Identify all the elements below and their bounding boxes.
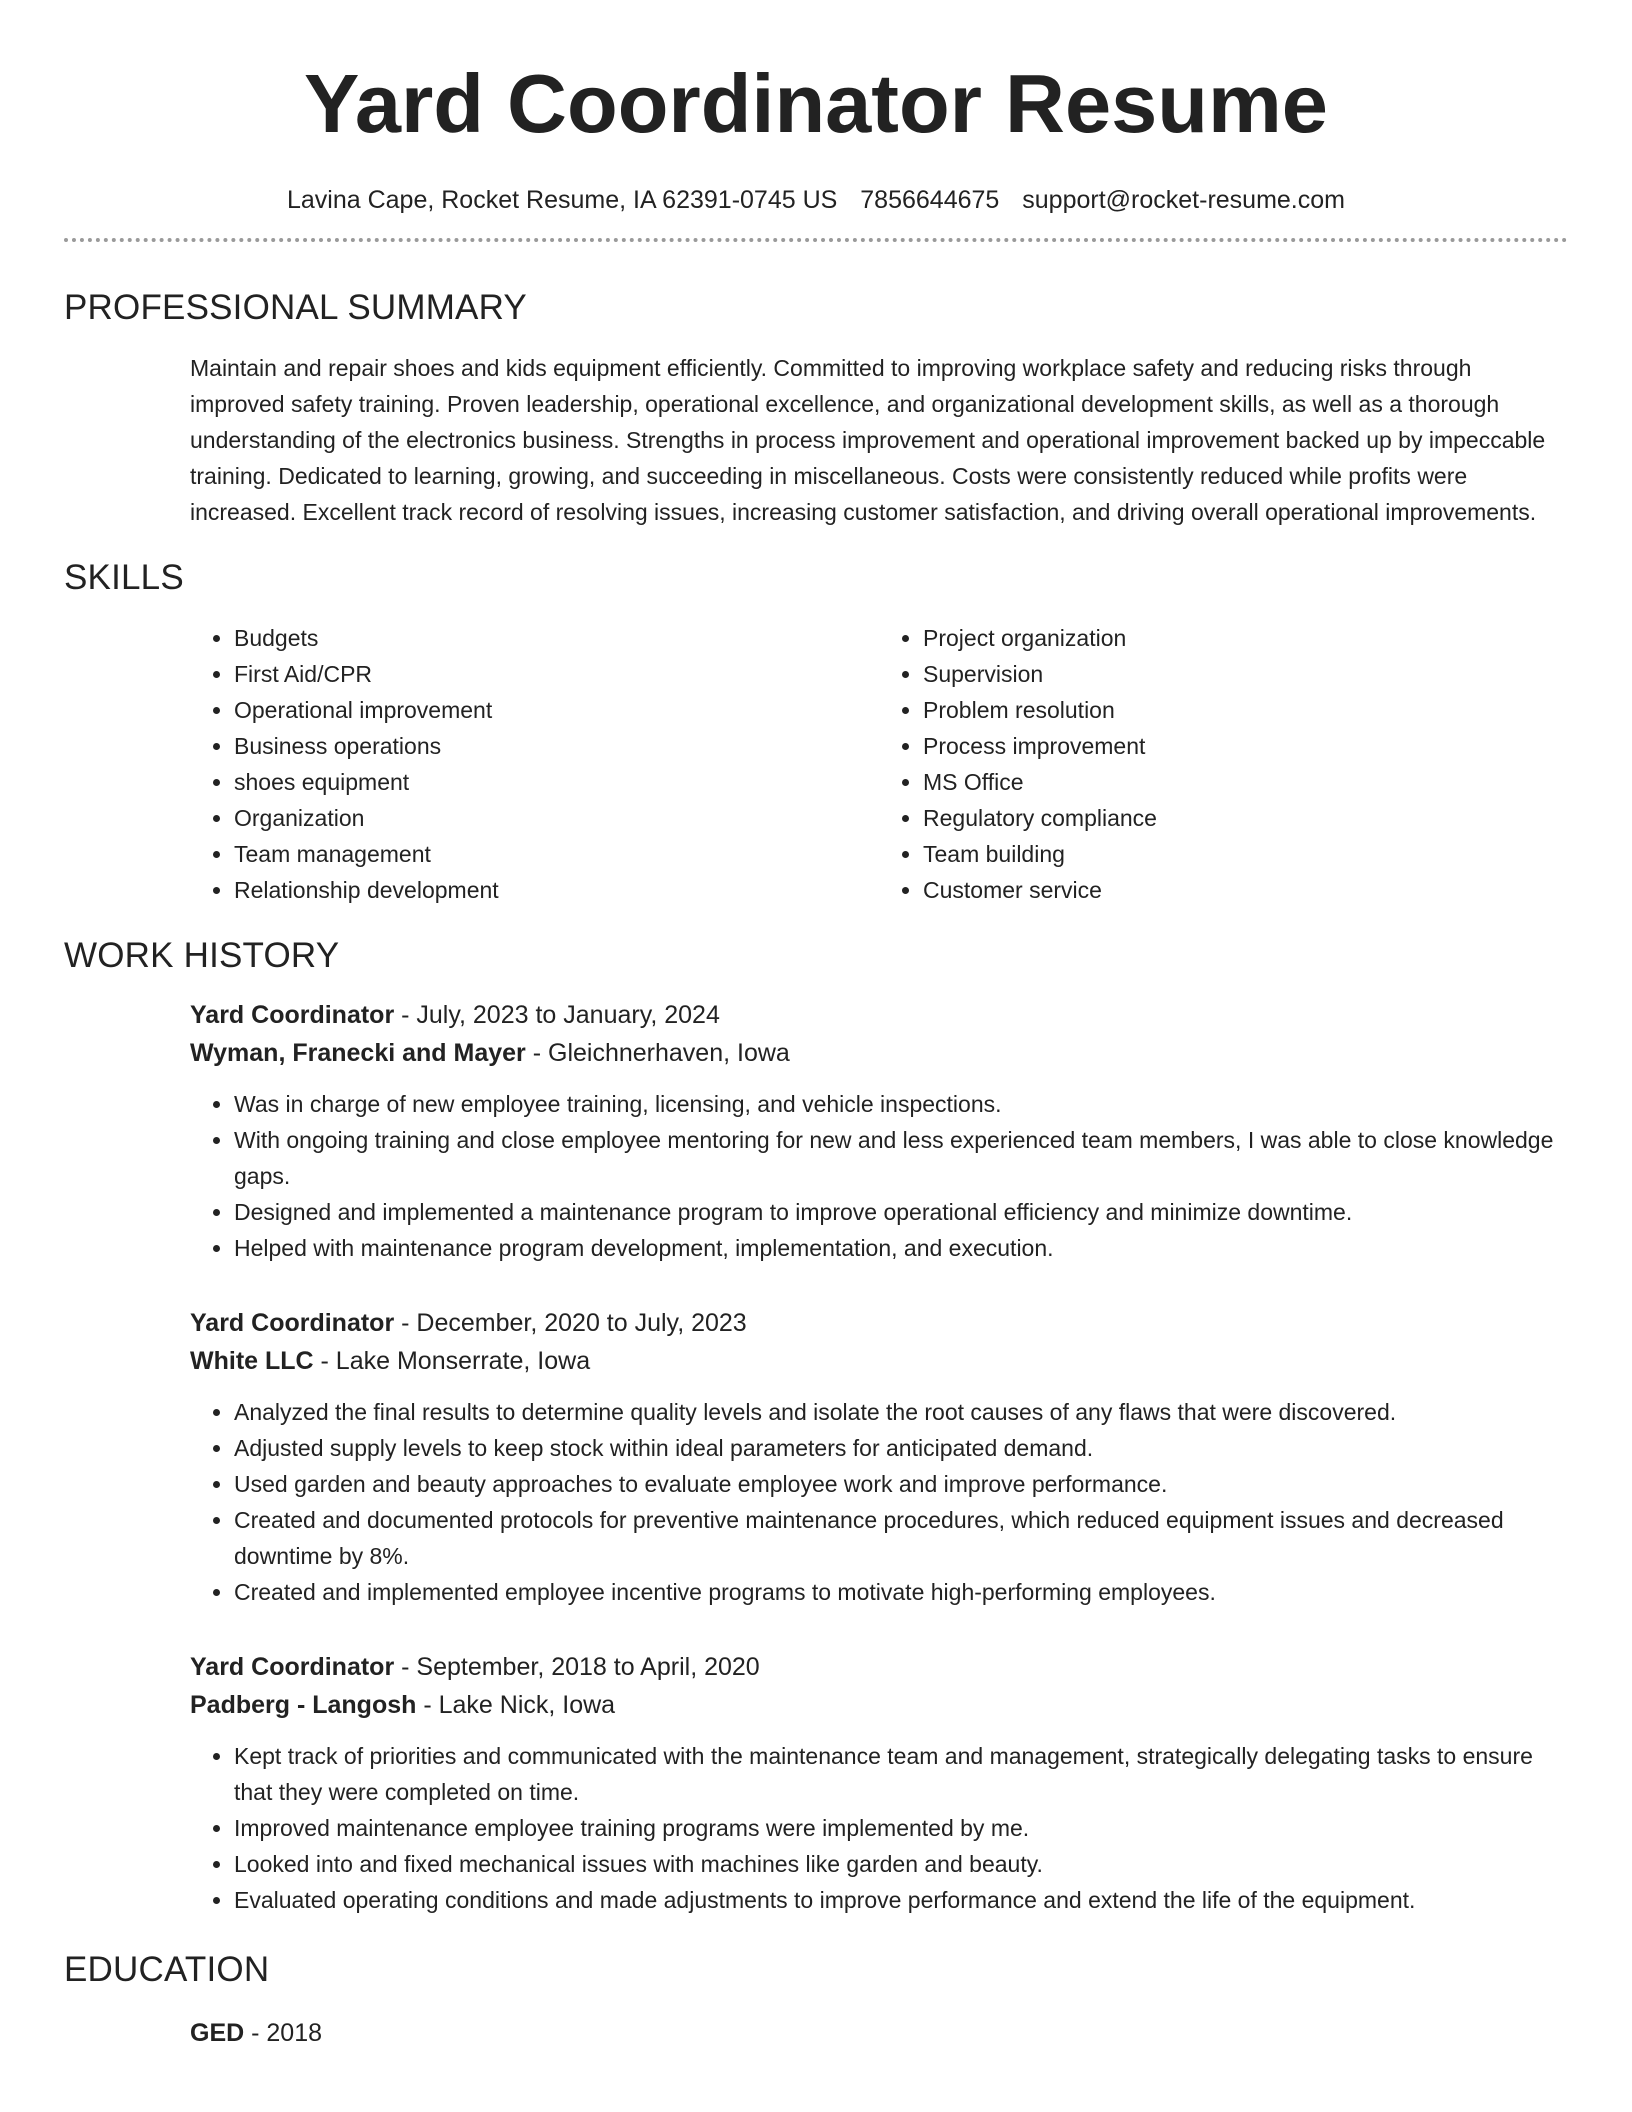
skill-item: • Customer service bbox=[923, 872, 1568, 908]
skills-column-left bbox=[190, 620, 879, 908]
job-bullets bbox=[190, 1086, 1568, 1266]
resume-title: Yard Coordinator Resume bbox=[304, 57, 1328, 150]
skill-item: • First Aid/CPR bbox=[234, 656, 879, 692]
skills-heading: SKILLS bbox=[64, 558, 184, 597]
contact-address: Lavina Cape, Rocket Resume, IA 62391-0745 US bbox=[286, 186, 838, 214]
job-bullet: • Evaluated operating conditions and made adjustments to improve performance and extend the life of the equipment. bbox=[234, 1882, 1568, 1918]
job-title-line bbox=[190, 996, 1568, 1034]
job-bullet: • Looked into and fixed mechanical issues with machines like garden and beauty. bbox=[234, 1846, 1568, 1882]
header-divider bbox=[64, 238, 1568, 242]
skill-item: • Operational improvement bbox=[234, 692, 879, 728]
job-company-line bbox=[190, 1034, 1568, 1072]
education-heading: EDUCATION bbox=[64, 1950, 270, 1989]
resume-page bbox=[64, 0, 1568, 2052]
summary-text: Maintain and repair shoes and kids equipment efficiently. Committed to improving workplace safety and reducing risks through improved safety training. Proven leadership, operational excellence, and organizational development skills, as well as a thorough understanding of the electronics business. Strengths in process improvement and operational improvement backed up by impeccable training. Dedicated to learning, growing, and succeeding in miscellaneous. Costs were consistently reduced while profits were increased. Excellent track record of resolving issues, increasing customer satisfaction, and driving overall operational improvements. bbox=[190, 355, 1546, 525]
job-dates: - December, 2020 to July, 2023 bbox=[394, 1309, 747, 1337]
job-company: White LLC bbox=[190, 1347, 314, 1375]
skill-item: • Relationship development bbox=[234, 872, 879, 908]
skill-item: • Organization bbox=[234, 800, 879, 836]
job-title: Yard Coordinator bbox=[190, 1653, 395, 1681]
job-location: - Lake Monserrate, Iowa bbox=[313, 1347, 591, 1375]
skill-item: • Supervision bbox=[923, 656, 1568, 692]
job-location: - Gleichnerhaven, Iowa bbox=[525, 1039, 790, 1067]
job-bullet: • Helped with maintenance program development, implementation, and execution. bbox=[234, 1230, 1568, 1266]
contact-line bbox=[64, 184, 1568, 216]
skills-column-right bbox=[879, 620, 1568, 908]
job-entry bbox=[190, 1304, 1568, 1610]
job-title-line bbox=[190, 1304, 1568, 1342]
skill-item: • Team building bbox=[923, 836, 1568, 872]
summary-heading: PROFESSIONAL SUMMARY bbox=[64, 288, 527, 327]
skill-item: • shoes equipment bbox=[234, 764, 879, 800]
skill-item: • Team management bbox=[234, 836, 879, 872]
job-bullet: • Adjusted supply levels to keep stock within ideal parameters for anticipated demand. bbox=[234, 1430, 1568, 1466]
job-bullet: • Created and documented protocols for preventive maintenance procedures, which reduced equipment issues and decreased downtime by 8%. bbox=[234, 1502, 1568, 1574]
job-bullet: • With ongoing training and close employee mentoring for new and less experienced team members, I was able to close knowledge gaps. bbox=[234, 1122, 1568, 1194]
contact-phone: 7856644675 bbox=[860, 186, 1000, 214]
job-title-line bbox=[190, 1648, 1568, 1686]
education-degree: GED bbox=[190, 2019, 245, 2047]
job-bullets bbox=[190, 1738, 1568, 1918]
job-company: Padberg - Langosh bbox=[190, 1691, 417, 1719]
job-bullet: • Was in charge of new employee training, licensing, and vehicle inspections. bbox=[234, 1086, 1568, 1122]
job-bullet: • Designed and implemented a maintenance program to improve operational efficiency and minimize downtime. bbox=[234, 1194, 1568, 1230]
job-entry bbox=[190, 996, 1568, 1266]
skill-item: • Problem resolution bbox=[923, 692, 1568, 728]
job-title: Yard Coordinator bbox=[190, 1309, 395, 1337]
job-bullet: • Kept track of priorities and communicated with the maintenance team and management, strategically delegating tasks to ensure that they were completed on time. bbox=[234, 1738, 1568, 1810]
job-dates: - September, 2018 to April, 2020 bbox=[394, 1653, 760, 1681]
skill-item: • Budgets bbox=[234, 620, 879, 656]
skills-list bbox=[190, 620, 1568, 908]
skill-item: • Project organization bbox=[923, 620, 1568, 656]
job-entry bbox=[190, 1648, 1568, 1918]
job-dates: - July, 2023 to January, 2024 bbox=[394, 1001, 720, 1029]
skill-item: • MS Office bbox=[923, 764, 1568, 800]
skill-item: • Business operations bbox=[234, 728, 879, 764]
skill-item: • Regulatory compliance bbox=[923, 800, 1568, 836]
work-history-heading: WORK HISTORY bbox=[64, 936, 340, 975]
job-bullet: • Analyzed the final results to determine quality levels and isolate the root causes of any flaws that were discovered. bbox=[234, 1394, 1568, 1430]
education-year: - 2018 bbox=[244, 2019, 323, 2047]
contact-email: support@rocket-resume.com bbox=[1022, 186, 1345, 214]
job-location: - Lake Nick, Iowa bbox=[416, 1691, 616, 1719]
job-company-line bbox=[190, 1342, 1568, 1380]
job-bullet: • Improved maintenance employee training programs were implemented by me. bbox=[234, 1810, 1568, 1846]
job-company-line bbox=[190, 1686, 1568, 1724]
job-company: Wyman, Franecki and Mayer bbox=[190, 1039, 526, 1067]
job-bullet: • Used garden and beauty approaches to evaluate employee work and improve performance. bbox=[234, 1466, 1568, 1502]
skill-item: • Process improvement bbox=[923, 728, 1568, 764]
job-bullets bbox=[190, 1394, 1568, 1610]
job-bullet: • Created and implemented employee incentive programs to motivate high-performing employees. bbox=[234, 1574, 1568, 1610]
job-title: Yard Coordinator bbox=[190, 1001, 395, 1029]
education-entry bbox=[190, 2014, 1568, 2052]
